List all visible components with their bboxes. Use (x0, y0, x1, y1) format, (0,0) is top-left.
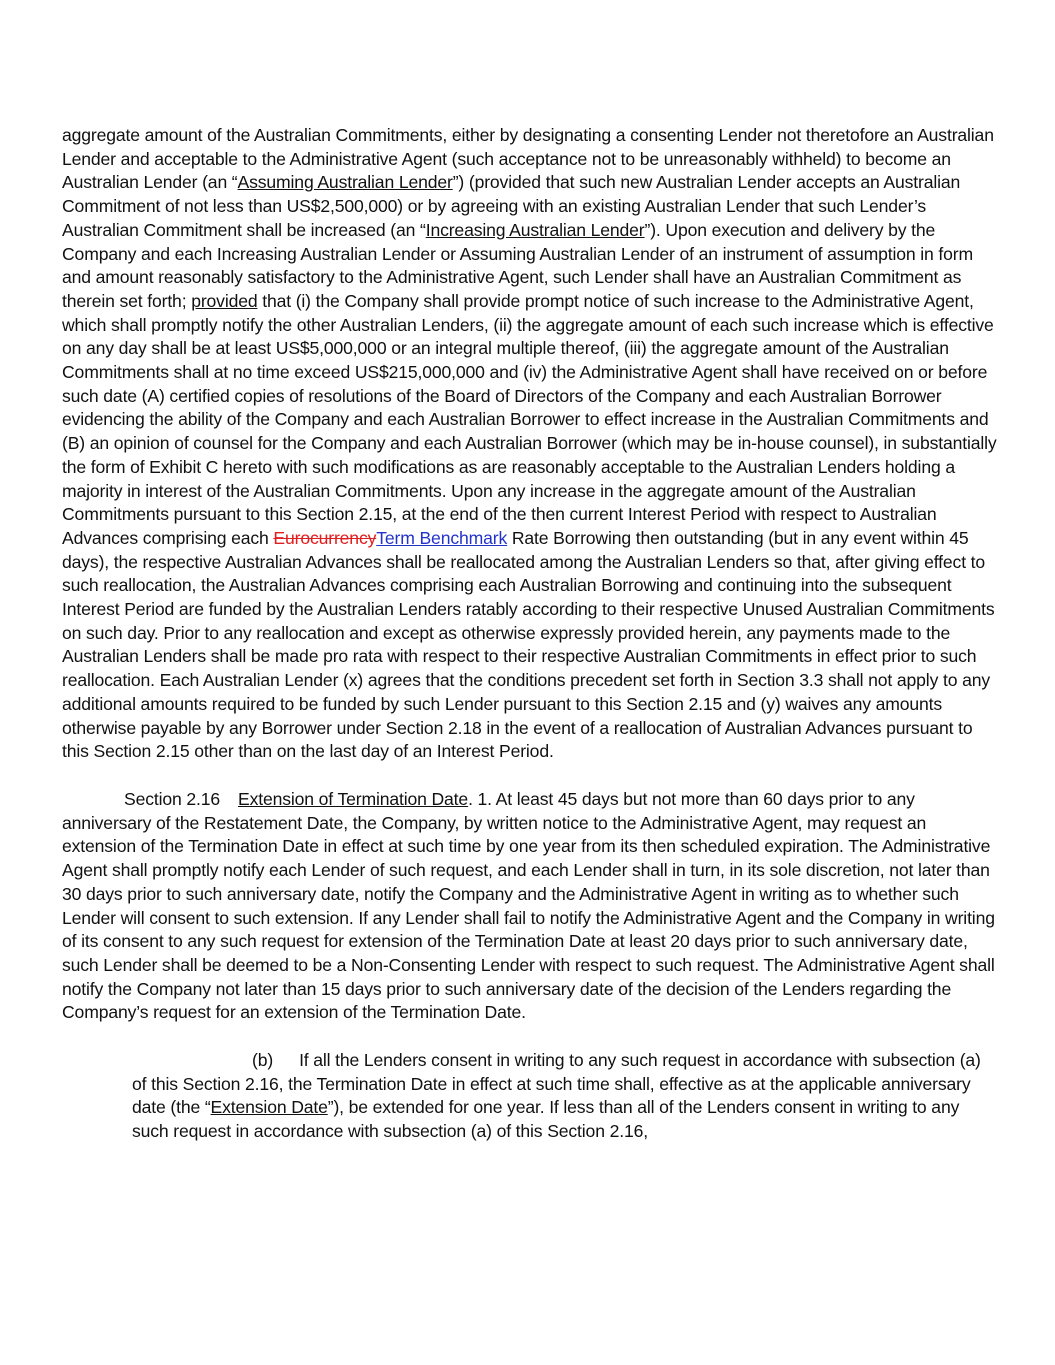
text-run: . 1. At least 45 days but not more than 60 days prior to any anniversary of the Restatement Date, the Company, by written notice to the Administrative Agent, may request an extension of the Termination Date in effect at such time by one year from its then scheduled expiration. The Administrative Agent shall promptly notify each Lender of such request, and each Lender shall in turn, in its sole discretion, not later than 30 days prior to such anniversary date, notify the Company and the Administrative Agent in writing as to whether such Lender will consent to such extension. If any Lender shall fail to notify the Administrative Agent and the Company in writing of its consent to any such request for extension of the Termination Date at least 20 days prior to such anniversary date, such Lender shall be deemed to be a Non-Consenting Lender with respect to such request. The Administrative Agent shall notify the Company not later than 15 days prior to such anniversary date of the decision of the Lenders regarding the Company’s request for an extension of the Termination Date. (62, 788, 995, 1023)
text-run: that (i) the Company shall provide prompt notice of such increase to the Administrative Agent, which shall promptly notify the other Australian Lenders, (ii) the aggregate amount of each such increase which is effective on any day shall be at least US$5,000,000 or an integral multiple thereof, (iii) the aggregate amount of the Australian Commitments shall at no time exceed US$215,000,000 and (iv) the Administrative Agent shall have received on or before such date (A) certified copies of resolutions of the Board of Directors of the Company and each Australian Borrower evidencing the ability of the Company and each Australian Borrower to effect increase in the Australian Commitments and (B) an opinion of counsel for the Company and each Australian Borrower (which may be in-house counsel), in substantially the form of Exhibit C hereto with such modifications as are reasonably acceptable to the Australian Lenders holding a majority in interest of the Australian Commitments. Upon any increase in the aggregate amount of the Australian Commitments pursuant to this Section 2.15, at the end of the then current Interest Period with respect to Australian Advances comprising each (62, 290, 997, 548)
document-page (62, 124, 997, 1144)
text-run: ”), be extended for one year. If less than all of the Lenders consent in writing to any such request in accordance with subsection (a) of this Section 2.16, (132, 1097, 960, 1142)
text-run: ”). Upon execution and delivery by the Company and each Increasing Australian Lender or Assuming Australian Lender of an instrument of assumption in form and amount reasonably satisfactory to the Administrative Agent, such Lender shall have an Australian Commitment as therein set forth; (62, 219, 974, 311)
text-run: Rate Borrowing then outstanding (but in any event within 45 days), the respective Australian Advances shall be reallocated among the Australian Lenders so that, after giving effect to such reallocation, the Australian Advances comprising each Australian Borrowing and continuing into the subsequent Interest Period are funded by the Australian Lenders ratably according to their respective Unused Australian Commitments on such day. Prior to any reallocation and except as otherwise expressly provided herein, any payments made to the Australian Lenders shall be made pro rata with respect to their respective Australian Commitments in effect prior to such reallocation. Each Australian Lender (x) agrees that the conditions precedent set forth in Section 3.3 shall not apply to any additional amounts required to be funded by such Lender pursuant to this Section 2.15 and (y) waives any amounts otherwise payable by any Borrower under Section 2.18 in the event of a reallocation of Australian Advances pursuant to this Section 2.15 other than on the last day of an Interest Period. (62, 527, 995, 762)
text-run: If all the Lenders consent in writing to any such request in accordance with subsection (a) of this Section 2.16, the Termination Date in effect at such time shall, effective as at the applicable anniversary date (the “ (132, 1050, 981, 1118)
tracked-deletion: Eurocurrency (273, 527, 377, 548)
tracked-insertion: Term Benchmark (376, 527, 508, 548)
defined-term-extension-date: Extension Date (210, 1097, 328, 1118)
paragraph-subsection-b (132, 1049, 997, 1144)
defined-term-assuming-australian-lender: Assuming Australian Lender (237, 172, 453, 193)
text-run: aggregate amount of the Australian Commitments, either by designating a consenting Lender not theretofore an Australian Lender and acceptable to the Administrative Agent (such acceptance not to be unreasonably withheld) to become an Australian Lender (an “ (62, 125, 994, 193)
defined-term-increasing-australian-lender: Increasing Australian Lender (425, 219, 645, 240)
text-run: ”) (provided that such new Australian Lender accepts an Australian Commitment of not less than US$2,500,000) or by agreeing with an existing Australian Lender that such Lender’s Australian Commitment shall be increased (an “ (62, 172, 961, 240)
heading-tab-underline (220, 788, 238, 812)
section-number: Section 2.16 (124, 788, 221, 809)
subsection-label: (b) (252, 1050, 274, 1071)
paragraph-australian-commitments (62, 124, 997, 764)
paragraph-section-2-16 (62, 788, 997, 1025)
emphasis-provided: provided (191, 290, 258, 311)
section-heading: Extension of Termination Date (238, 788, 469, 809)
